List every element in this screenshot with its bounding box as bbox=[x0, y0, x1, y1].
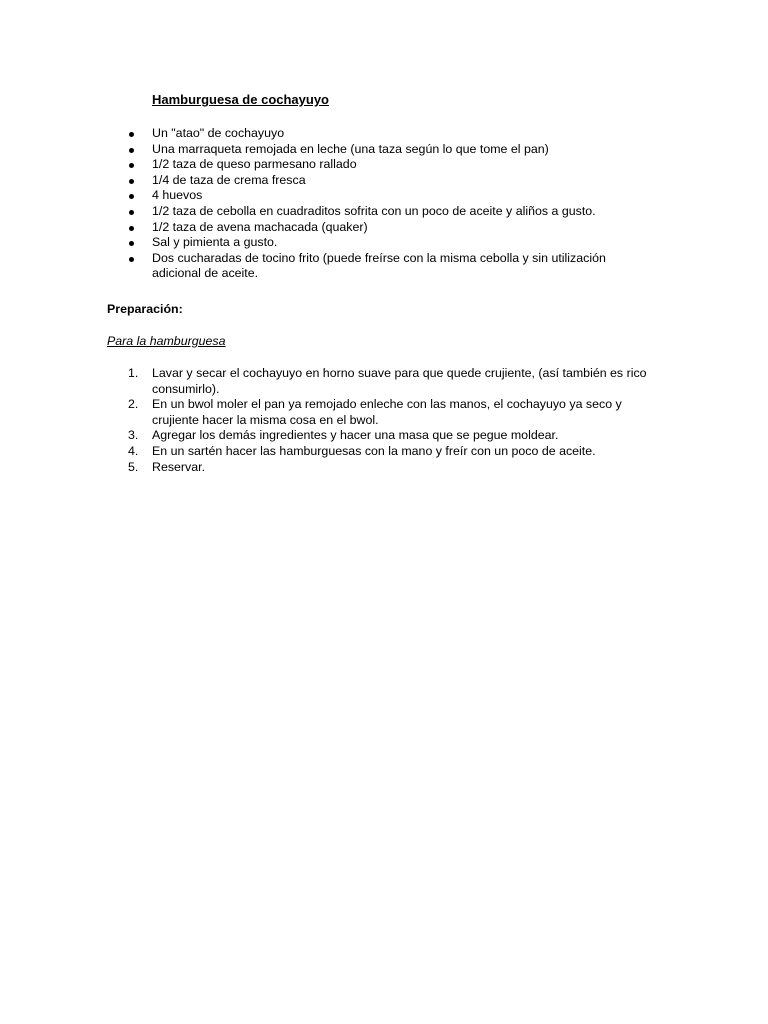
bullet-icon bbox=[129, 226, 134, 231]
ingredient-text: Un "atao" de cochayuyo bbox=[152, 126, 285, 140]
step-number: 3. bbox=[128, 428, 139, 443]
ingredient-item bbox=[128, 251, 648, 282]
step-item bbox=[128, 444, 658, 460]
step-number: 2. bbox=[128, 397, 139, 412]
step-text: En un bwol moler el pan ya remojado enleche con las manos, el cochayuyo ya seco y crujiente hacer la misma cosa en el bwol. bbox=[152, 397, 622, 427]
step-number: 4. bbox=[128, 443, 139, 458]
ingredient-item bbox=[128, 173, 648, 189]
bullet-icon bbox=[129, 148, 134, 153]
ingredient-text: 1/2 taza de queso parmesano rallado bbox=[152, 157, 357, 172]
hamburger-subheading: Para la hamburguesa bbox=[107, 334, 226, 348]
ingredient-item bbox=[128, 235, 648, 251]
step-item bbox=[128, 460, 658, 476]
preparation-steps bbox=[128, 366, 658, 475]
bullet-icon bbox=[129, 241, 134, 246]
step-text: En un sartén hacer las hamburguesas con la mano y freír con un poco de aceite. bbox=[152, 443, 596, 458]
ingredient-item bbox=[128, 220, 648, 236]
ingredient-text: 1/4 de taza de crema fresca bbox=[152, 172, 306, 187]
ingredient-item bbox=[128, 204, 648, 220]
step-item bbox=[128, 428, 658, 444]
bullet-icon bbox=[129, 163, 134, 168]
ingredient-item bbox=[128, 188, 648, 204]
preparation-heading: Preparación: bbox=[107, 302, 183, 316]
bullet-icon bbox=[129, 132, 134, 137]
bullet-icon bbox=[129, 210, 134, 215]
ingredient-list bbox=[128, 126, 648, 282]
ingredient-text: 4 huevos bbox=[152, 188, 203, 203]
step-text: Lavar y secar el cochayuyo en horno suave para que quede crujiente, (así también es rico consumirlo). bbox=[152, 366, 647, 396]
bullet-icon bbox=[129, 194, 134, 199]
step-item bbox=[128, 366, 658, 397]
ingredient-text: Dos cucharadas de tocino frito (puede freírse con la misma cebolla y sin utilización adicional de aceite. bbox=[152, 250, 606, 281]
step-text: Agregar los demás ingredientes y hacer una masa que se pegue moldear. bbox=[152, 428, 559, 443]
bullet-icon bbox=[129, 179, 134, 184]
step-text: Reservar. bbox=[152, 459, 206, 474]
ingredient-text: Una marraqueta remojada en leche (una taza según lo que tome el pan) bbox=[152, 141, 549, 156]
recipe-title: Hamburguesa de cochayuyo bbox=[152, 92, 329, 107]
step-number: 1. bbox=[128, 366, 139, 380]
ingredient-item bbox=[128, 157, 648, 173]
ingredient-item bbox=[128, 126, 648, 142]
ingredient-text: 1/2 taza de avena machacada (quaker) bbox=[152, 219, 368, 234]
ingredient-text: 1/2 taza de cebolla en cuadraditos sofrita con un poco de aceite y aliños a gusto. bbox=[152, 203, 596, 218]
step-number: 5. bbox=[128, 459, 139, 474]
bullet-icon bbox=[129, 257, 134, 262]
ingredient-item bbox=[128, 142, 648, 158]
step-item bbox=[128, 397, 658, 428]
ingredient-text: Sal y pimienta a gusto. bbox=[152, 235, 278, 250]
